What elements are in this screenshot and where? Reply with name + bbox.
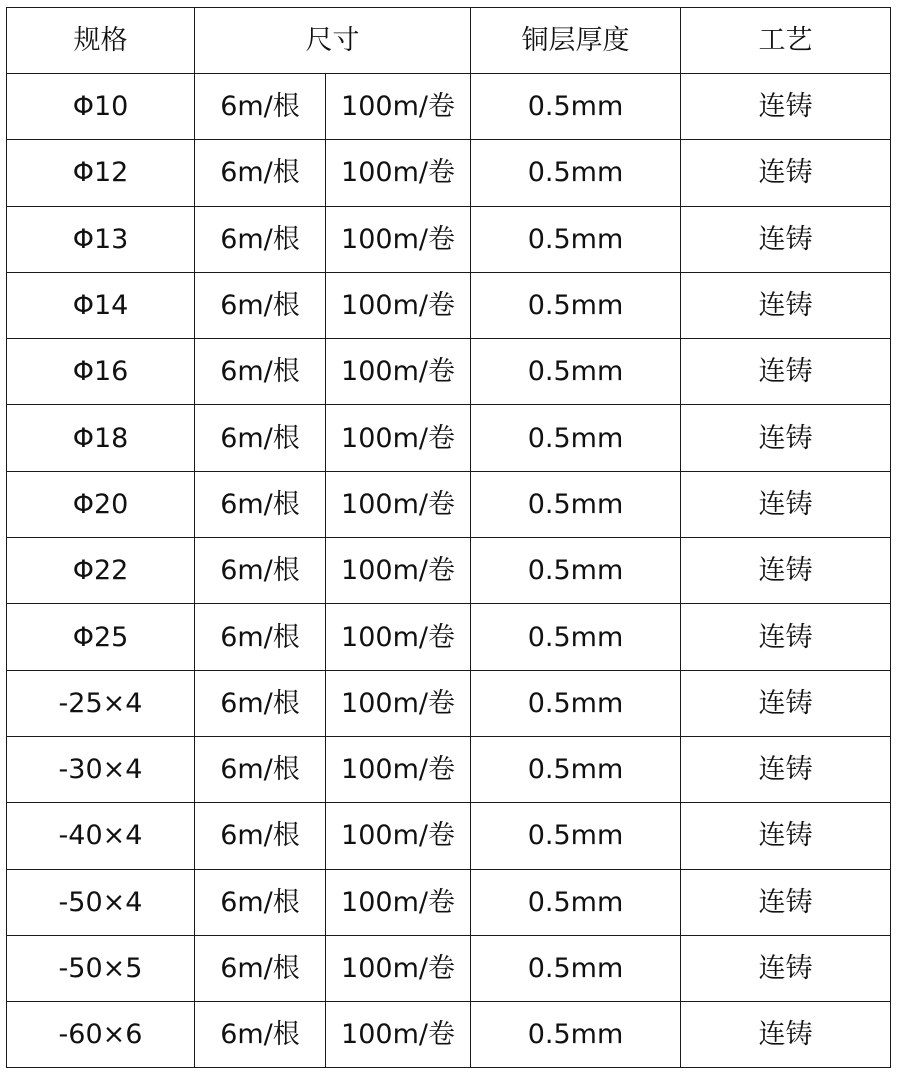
cell-size-rod: 6m/根 [195,604,326,670]
header-copper-thickness: 铜层厚度 [471,8,681,74]
cell-process: 连铸 [681,935,891,1001]
cell-size-roll: 100m/卷 [326,538,471,604]
cell-size-roll: 100m/卷 [326,803,471,869]
cell-process: 连铸 [681,869,891,935]
cell-size-rod: 6m/根 [195,339,326,405]
header-spec: 规格 [7,8,195,74]
cell-copper-thickness: 0.5mm [471,74,681,140]
cell-spec: Φ18 [7,405,195,471]
table-row [7,74,891,140]
cell-size-rod: 6m/根 [195,935,326,1001]
cell-copper-thickness: 0.5mm [471,538,681,604]
table-row [7,670,891,736]
cell-process: 连铸 [681,538,891,604]
cell-size-rod: 6m/根 [195,1002,326,1068]
table-row [7,935,891,1001]
table-row [7,1002,891,1068]
cell-spec: Φ14 [7,272,195,338]
cell-size-roll: 100m/卷 [326,670,471,736]
cell-process: 连铸 [681,471,891,537]
cell-copper-thickness: 0.5mm [471,471,681,537]
cell-copper-thickness: 0.5mm [471,206,681,272]
cell-spec: Φ12 [7,140,195,206]
cell-size-roll: 100m/卷 [326,471,471,537]
cell-copper-thickness: 0.5mm [471,140,681,206]
table-row [7,869,891,935]
cell-process: 连铸 [681,140,891,206]
cell-size-rod: 6m/根 [195,206,326,272]
cell-copper-thickness: 0.5mm [471,339,681,405]
cell-size-rod: 6m/根 [195,471,326,537]
cell-size-rod: 6m/根 [195,405,326,471]
cell-spec: -25×4 [7,670,195,736]
table-row [7,140,891,206]
cell-size-roll: 100m/卷 [326,1002,471,1068]
cell-size-roll: 100m/卷 [326,604,471,670]
table-row [7,339,891,405]
cell-copper-thickness: 0.5mm [471,405,681,471]
table-row [7,538,891,604]
cell-process: 连铸 [681,604,891,670]
cell-process: 连铸 [681,339,891,405]
cell-process: 连铸 [681,670,891,736]
table-body [7,74,891,1068]
cell-copper-thickness: 0.5mm [471,670,681,736]
cell-size-rod: 6m/根 [195,736,326,802]
table-row [7,604,891,670]
table-row [7,272,891,338]
cell-spec: -60×6 [7,1002,195,1068]
cell-copper-thickness: 0.5mm [471,935,681,1001]
header-process: 工艺 [681,8,891,74]
cell-spec: -30×4 [7,736,195,802]
cell-copper-thickness: 0.5mm [471,1002,681,1068]
cell-process: 连铸 [681,206,891,272]
cell-size-roll: 100m/卷 [326,74,471,140]
header-row [7,8,891,74]
cell-spec: -40×4 [7,803,195,869]
cell-spec: Φ16 [7,339,195,405]
table-row [7,405,891,471]
cell-size-rod: 6m/根 [195,272,326,338]
cell-size-roll: 100m/卷 [326,736,471,802]
cell-spec: Φ13 [7,206,195,272]
cell-spec: -50×5 [7,935,195,1001]
cell-spec: Φ20 [7,471,195,537]
cell-size-roll: 100m/卷 [326,405,471,471]
cell-size-roll: 100m/卷 [326,206,471,272]
spec-table [6,7,891,1068]
table-row [7,471,891,537]
header-size: 尺寸 [195,8,471,74]
cell-spec: Φ22 [7,538,195,604]
cell-size-rod: 6m/根 [195,74,326,140]
cell-copper-thickness: 0.5mm [471,869,681,935]
cell-copper-thickness: 0.5mm [471,736,681,802]
cell-process: 连铸 [681,736,891,802]
cell-size-rod: 6m/根 [195,670,326,736]
cell-spec: Φ10 [7,74,195,140]
cell-size-rod: 6m/根 [195,803,326,869]
cell-size-rod: 6m/根 [195,538,326,604]
table-header [7,8,891,74]
cell-size-roll: 100m/卷 [326,869,471,935]
cell-process: 连铸 [681,74,891,140]
cell-size-roll: 100m/卷 [326,339,471,405]
cell-process: 连铸 [681,272,891,338]
cell-size-rod: 6m/根 [195,869,326,935]
table-row [7,736,891,802]
cell-spec: -50×4 [7,869,195,935]
table-row [7,803,891,869]
cell-spec: Φ25 [7,604,195,670]
cell-process: 连铸 [681,1002,891,1068]
cell-copper-thickness: 0.5mm [471,604,681,670]
cell-size-roll: 100m/卷 [326,272,471,338]
cell-process: 连铸 [681,405,891,471]
table-row [7,206,891,272]
cell-size-rod: 6m/根 [195,140,326,206]
cell-copper-thickness: 0.5mm [471,272,681,338]
cell-copper-thickness: 0.5mm [471,803,681,869]
cell-size-roll: 100m/卷 [326,140,471,206]
cell-size-roll: 100m/卷 [326,935,471,1001]
cell-process: 连铸 [681,803,891,869]
